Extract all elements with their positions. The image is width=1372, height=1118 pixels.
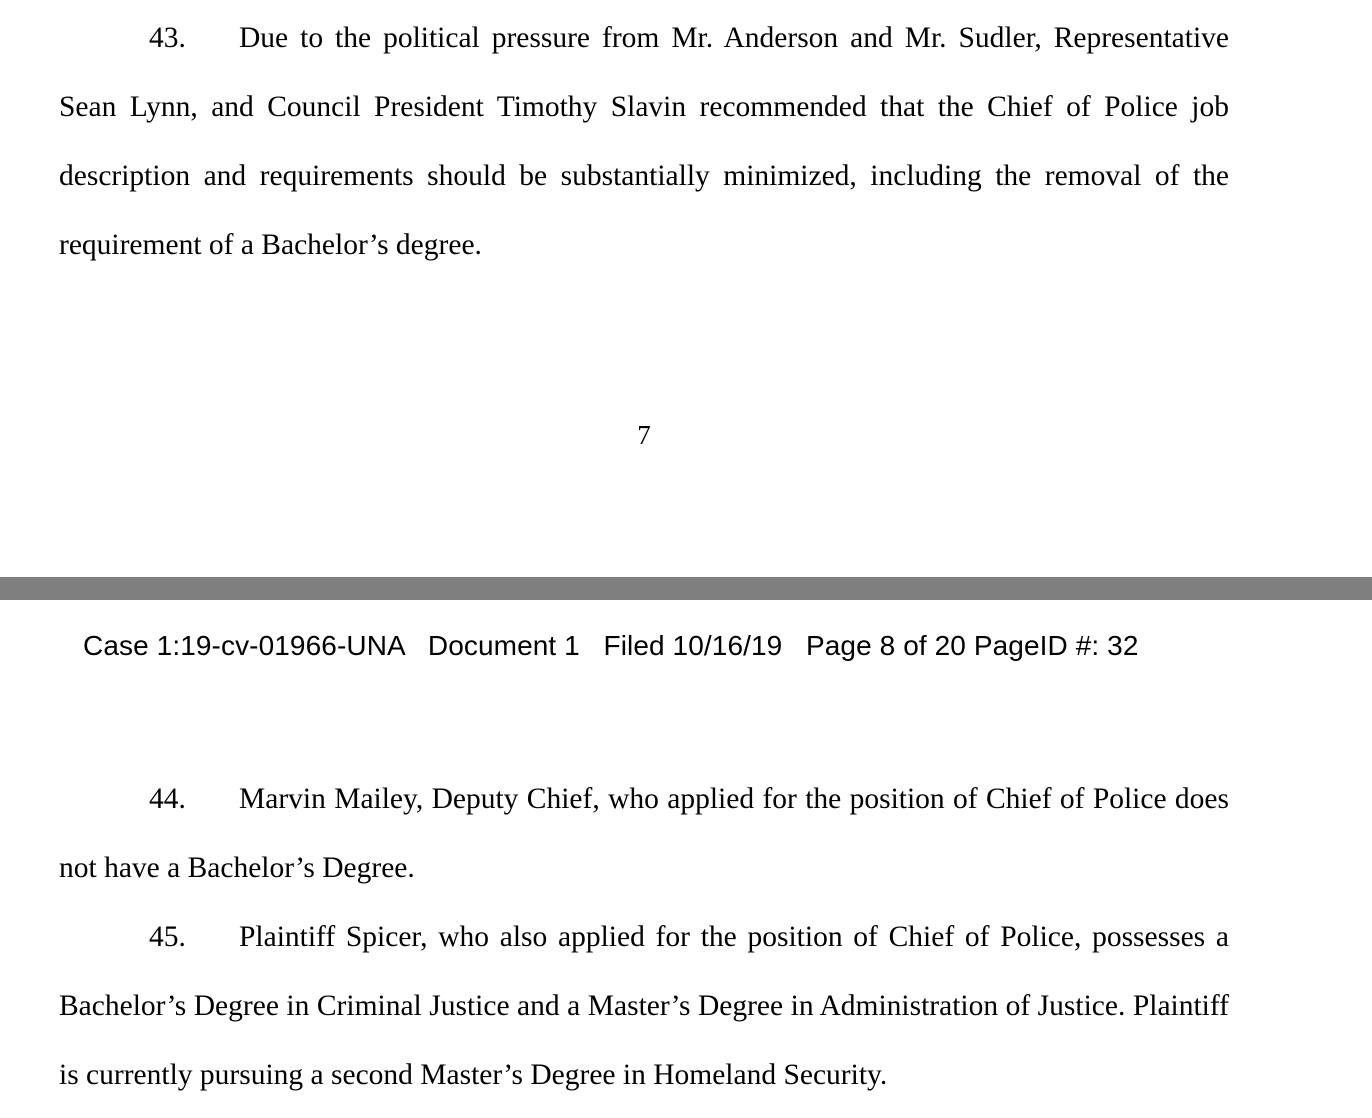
paragraph-45-number: 45.: [149, 921, 186, 953]
paragraph-43-line-1-text: Due to the political pressure from Mr. Anderson and Mr. Sudler, Representative: [239, 22, 1229, 54]
document-page-8: [0, 600, 1372, 1118]
case-header: Case 1:19-cv-01966-UNA Document 1 Filed 10/16/19 Page 8 of 20 PageID #: 32: [83, 630, 1139, 661]
paragraph-44-line-1-text: Marvin Mailey, Deputy Chief, who applied for the position of Chief of Police does: [239, 783, 1229, 815]
paragraph-45: [59, 903, 1229, 1110]
paragraph-45-line-1-text: Plaintiff Spicer, who also applied for the position of Chief of Police, possesses a: [239, 921, 1229, 953]
paragraph-43-line-1: [59, 4, 1229, 73]
paragraph-45-line-3: is currently pursuing a second Master’s Degree in Homeland Security.: [59, 1059, 888, 1091]
paragraph-44-line-1: [59, 765, 1229, 834]
paragraph-43-line-3: description and requirements should be substantially minimized, including the removal of the: [59, 160, 1229, 192]
paragraph-43-number: 43.: [149, 22, 186, 54]
paragraph-45-line-2: Bachelor’s Degree in Criminal Justice and a Master’s Degree in Administration of Justice. Plaintiff: [59, 990, 1229, 1022]
paragraph-43-line-4: requirement of a Bachelor’s degree.: [59, 229, 482, 261]
paragraph-44: [59, 765, 1229, 903]
page-number: 7: [637, 420, 651, 450]
paragraph-45-line-1: [59, 903, 1229, 972]
paragraph-43-line-2: Sean Lynn, and Council President Timothy Slavin recommended that the Chief of Police job: [59, 91, 1229, 123]
paragraph-44-line-2: not have a Bachelor’s Degree.: [59, 852, 415, 884]
page-separator: [0, 577, 1372, 600]
paragraph-44-number: 44.: [149, 783, 186, 815]
paragraph-43: [59, 4, 1229, 280]
